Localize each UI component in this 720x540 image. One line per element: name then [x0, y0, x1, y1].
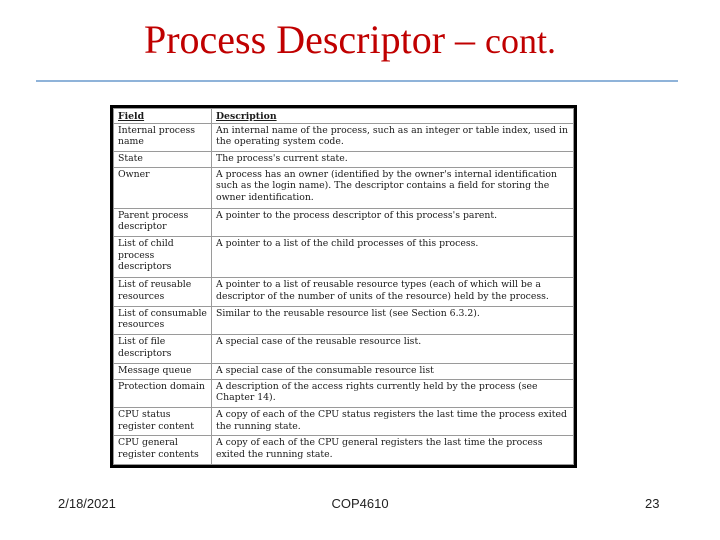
description-cell: A pointer to a list of the child processes of this process. [212, 237, 574, 278]
description-cell: A pointer to the process descriptor of this process's parent. [212, 208, 574, 236]
table-row [114, 363, 574, 379]
field-cell: List of file descriptors [114, 335, 212, 363]
field-cell: List of reusable resources [114, 278, 212, 306]
table-row [114, 237, 574, 278]
field-cell: Internal process name [114, 123, 212, 151]
footer-page-number: 23 [645, 496, 660, 511]
description-cell: The process's current state. [212, 151, 574, 167]
table-row [114, 278, 574, 306]
field-cell: CPU status register content [114, 408, 212, 436]
footer-course: COP4610 [331, 496, 389, 511]
table-body [114, 123, 574, 465]
table-row [114, 379, 574, 407]
table-row [114, 208, 574, 236]
description-cell: An internal name of the process, such as an integer or table index, used in the operating system code. [212, 123, 574, 151]
table-row [114, 151, 574, 167]
table-row [114, 306, 574, 334]
field-cell: State [114, 151, 212, 167]
description-cell: A process has an owner (identified by the owner's internal identification such as the login name). The descriptor contains a field for storing the owner identification. [212, 167, 574, 208]
descriptor-table [113, 108, 574, 465]
title-divider [36, 80, 678, 82]
description-cell: A pointer to a list of reusable resource types (each of which will be a descriptor of the number of units of the resource) held by the process. [212, 278, 574, 306]
description-cell: A special case of the consumable resource list [212, 363, 574, 379]
table-row [114, 335, 574, 363]
description-cell: Similar to the reusable resource list (see Section 6.3.2). [212, 306, 574, 334]
footer-date: 2/18/2021 [58, 496, 116, 511]
field-cell: List of child process descriptors [114, 237, 212, 278]
table-row [114, 123, 574, 151]
table-frame [110, 105, 577, 468]
description-cell: A copy of each of the CPU general registers the last time the process exited the running state. [212, 436, 574, 465]
table-header-row [114, 109, 574, 124]
header-field: Field [114, 109, 212, 124]
description-cell: A copy of each of the CPU status registers the last time the process exited the running state. [212, 408, 574, 436]
field-cell: Owner [114, 167, 212, 208]
title-cont: cont. [485, 21, 557, 61]
table-row [114, 167, 574, 208]
description-cell: A description of the access rights currently held by the process (see Chapter 14). [212, 379, 574, 407]
field-cell: CPU general register contents [114, 436, 212, 465]
slide-title [0, 14, 700, 67]
table-row [114, 408, 574, 436]
table-row [114, 436, 574, 465]
field-cell: Protection domain [114, 379, 212, 407]
field-cell: List of consumable resources [114, 306, 212, 334]
header-description: Description [212, 109, 574, 124]
field-cell: Message queue [114, 363, 212, 379]
description-cell: A special case of the reusable resource list. [212, 335, 574, 363]
field-cell: Parent process descriptor [114, 208, 212, 236]
title-main: Process Descriptor – [143, 17, 486, 62]
